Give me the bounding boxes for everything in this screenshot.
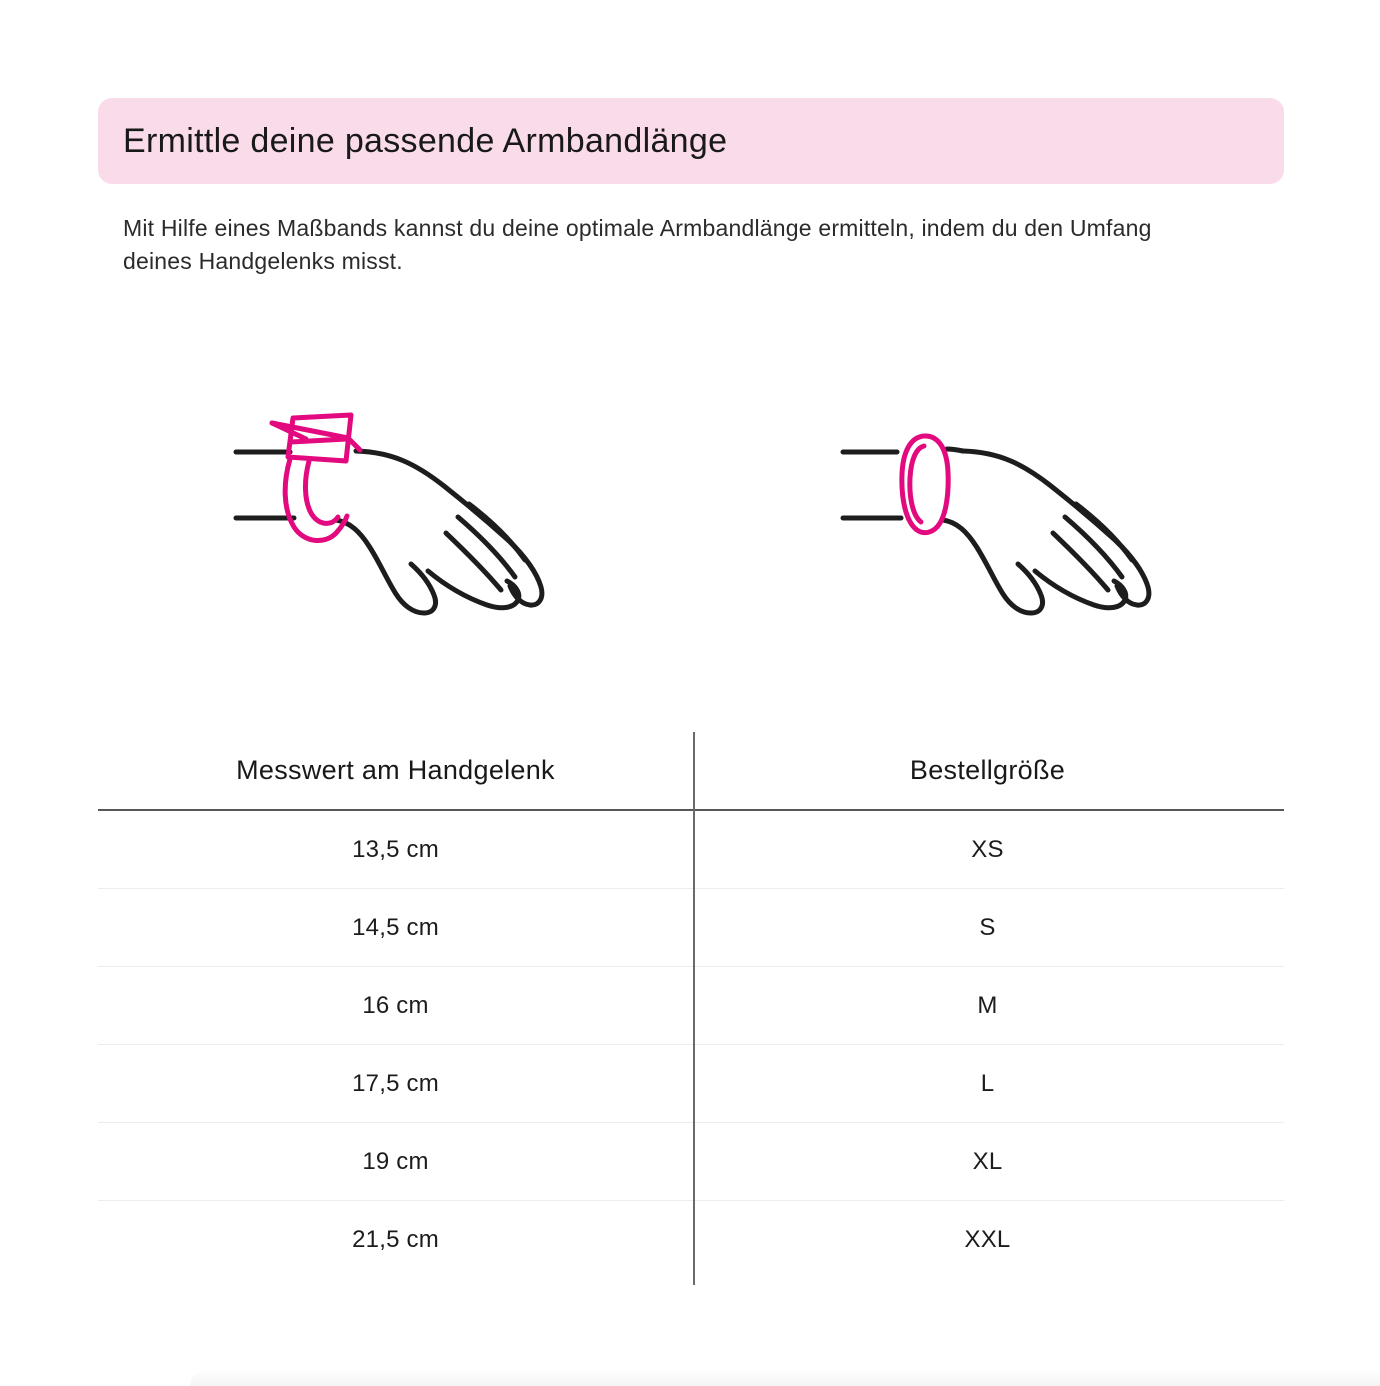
- table-row: [98, 811, 1284, 889]
- size-cell: XL: [972, 1147, 1003, 1175]
- size-cell: XS: [971, 835, 1004, 863]
- table-row: [98, 1201, 1284, 1279]
- column-header-size: Bestellgröße: [909, 755, 1066, 785]
- column-header-measurement: Messwert am Handgelenk: [236, 755, 555, 785]
- hand-with-measuring-tape-illustration: [220, 386, 620, 646]
- next-section-peek: [190, 1370, 1380, 1386]
- table-row: [98, 967, 1284, 1045]
- table-row: [98, 1123, 1284, 1201]
- hand-with-bracelet-illustration: [827, 386, 1227, 646]
- size-cell: XXL: [964, 1226, 1011, 1253]
- table-header-row: [98, 732, 1284, 811]
- measuring-tape: [272, 415, 360, 541]
- page-title: Ermittle deine passende Armbandlänge: [123, 121, 728, 160]
- table-row: [98, 889, 1284, 967]
- title-banner: [98, 98, 1284, 184]
- size-cell: S: [979, 913, 996, 941]
- measurement-cell: 14,5 cm: [352, 913, 439, 941]
- column-divider: [693, 732, 695, 1285]
- measurement-cell: 19 cm: [362, 1147, 429, 1175]
- table-row: [98, 1045, 1284, 1123]
- measurement-cell: 13,5 cm: [352, 835, 439, 863]
- size-table: [98, 732, 1284, 1279]
- bracelet-band: [902, 436, 948, 533]
- intro-line-1: Mit Hilfe eines Maßbands kannst du deine optimale Armbandlänge ermitteln, indem du den Umfang: [123, 215, 1152, 241]
- intro-line-2: deines Handgelenks misst.: [123, 248, 403, 274]
- size-cell: L: [980, 1069, 995, 1097]
- table-body: [98, 811, 1284, 1279]
- measurement-cell: 17,5 cm: [352, 1069, 439, 1097]
- measurement-cell: 16 cm: [362, 991, 429, 1019]
- measurement-cell: 21,5 cm: [352, 1226, 439, 1253]
- intro-text: [123, 212, 1303, 278]
- size-cell: M: [977, 991, 998, 1019]
